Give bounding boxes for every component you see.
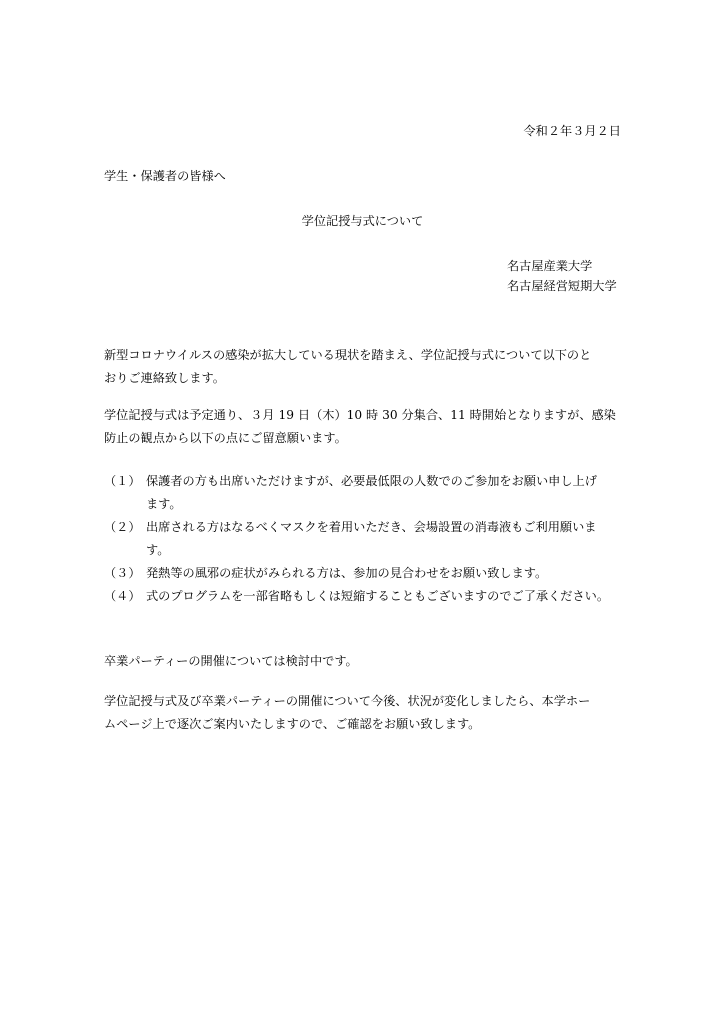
followup-paragraph bbox=[104, 690, 624, 736]
paragraph-line: 学位記授与式は予定通り、３月 19 日（木）10 時 30 分集合、11 時開始となりますが、感染 bbox=[104, 408, 616, 422]
addressee: 学生・保護者の皆様へ bbox=[104, 169, 226, 183]
list-item-number: （４） bbox=[104, 589, 141, 603]
party-paragraph bbox=[104, 650, 624, 673]
sender-junior-college: 名古屋経営短期大学 bbox=[507, 279, 617, 293]
list-item-line: す。 bbox=[146, 543, 170, 557]
paragraph-line: 防止の観点から以下の点にご留意願います。 bbox=[104, 431, 347, 445]
list-item bbox=[104, 470, 634, 516]
list-item-line: 発熱等の風邪の症状がみられる方は、参加の見合わせをお願い致します。 bbox=[146, 566, 548, 580]
list-item-line: 出席される方はなるべくマスクを着用いただき、会場設置の消毒液もご利用願いま bbox=[146, 520, 597, 534]
ceremony-paragraph bbox=[104, 404, 624, 450]
list-item-text bbox=[146, 562, 547, 585]
list-item-number: （１） bbox=[104, 474, 141, 488]
list-item-text bbox=[146, 516, 596, 562]
document-date: 令和２年３月２日 bbox=[523, 124, 621, 138]
list-item bbox=[104, 516, 634, 562]
list-item-number: （３） bbox=[104, 566, 141, 580]
paragraph-line: 新型コロナウイルスの感染が拡大している現状を踏まえ、学位記授与式について以下のと bbox=[104, 348, 592, 362]
list-item-line: 保護者の方も出席いただけますが、必要最低限の人数でのご参加をお願い申し上げ bbox=[146, 474, 597, 488]
list-item bbox=[104, 585, 634, 608]
sender-university: 名古屋産業大学 bbox=[507, 259, 593, 273]
list-item-line: ます。 bbox=[146, 497, 182, 511]
notice-list bbox=[104, 470, 634, 608]
list-item bbox=[104, 562, 634, 585]
document-title: 学位記授与式について bbox=[301, 214, 424, 228]
list-item-text bbox=[146, 585, 609, 608]
list-item-text bbox=[146, 470, 597, 516]
list-item-line: 式のプログラムを一部省略もしくは短縮することもございますのでご了承ください。 bbox=[146, 589, 610, 603]
paragraph-line: 学位記授与式及び卒業パーティーの開催について今後、状況が変化しましたら、本学ホー bbox=[104, 694, 591, 708]
paragraph-line: 卒業パーティーの開催については検討中です。 bbox=[104, 654, 358, 668]
paragraph-line: ムページ上で逐次ご案内いたしますので、ご確認をお願い致します。 bbox=[104, 717, 481, 731]
list-item-number: （２） bbox=[104, 520, 141, 534]
paragraph-line: おりご連絡致します。 bbox=[104, 371, 225, 385]
intro-paragraph bbox=[104, 344, 624, 390]
